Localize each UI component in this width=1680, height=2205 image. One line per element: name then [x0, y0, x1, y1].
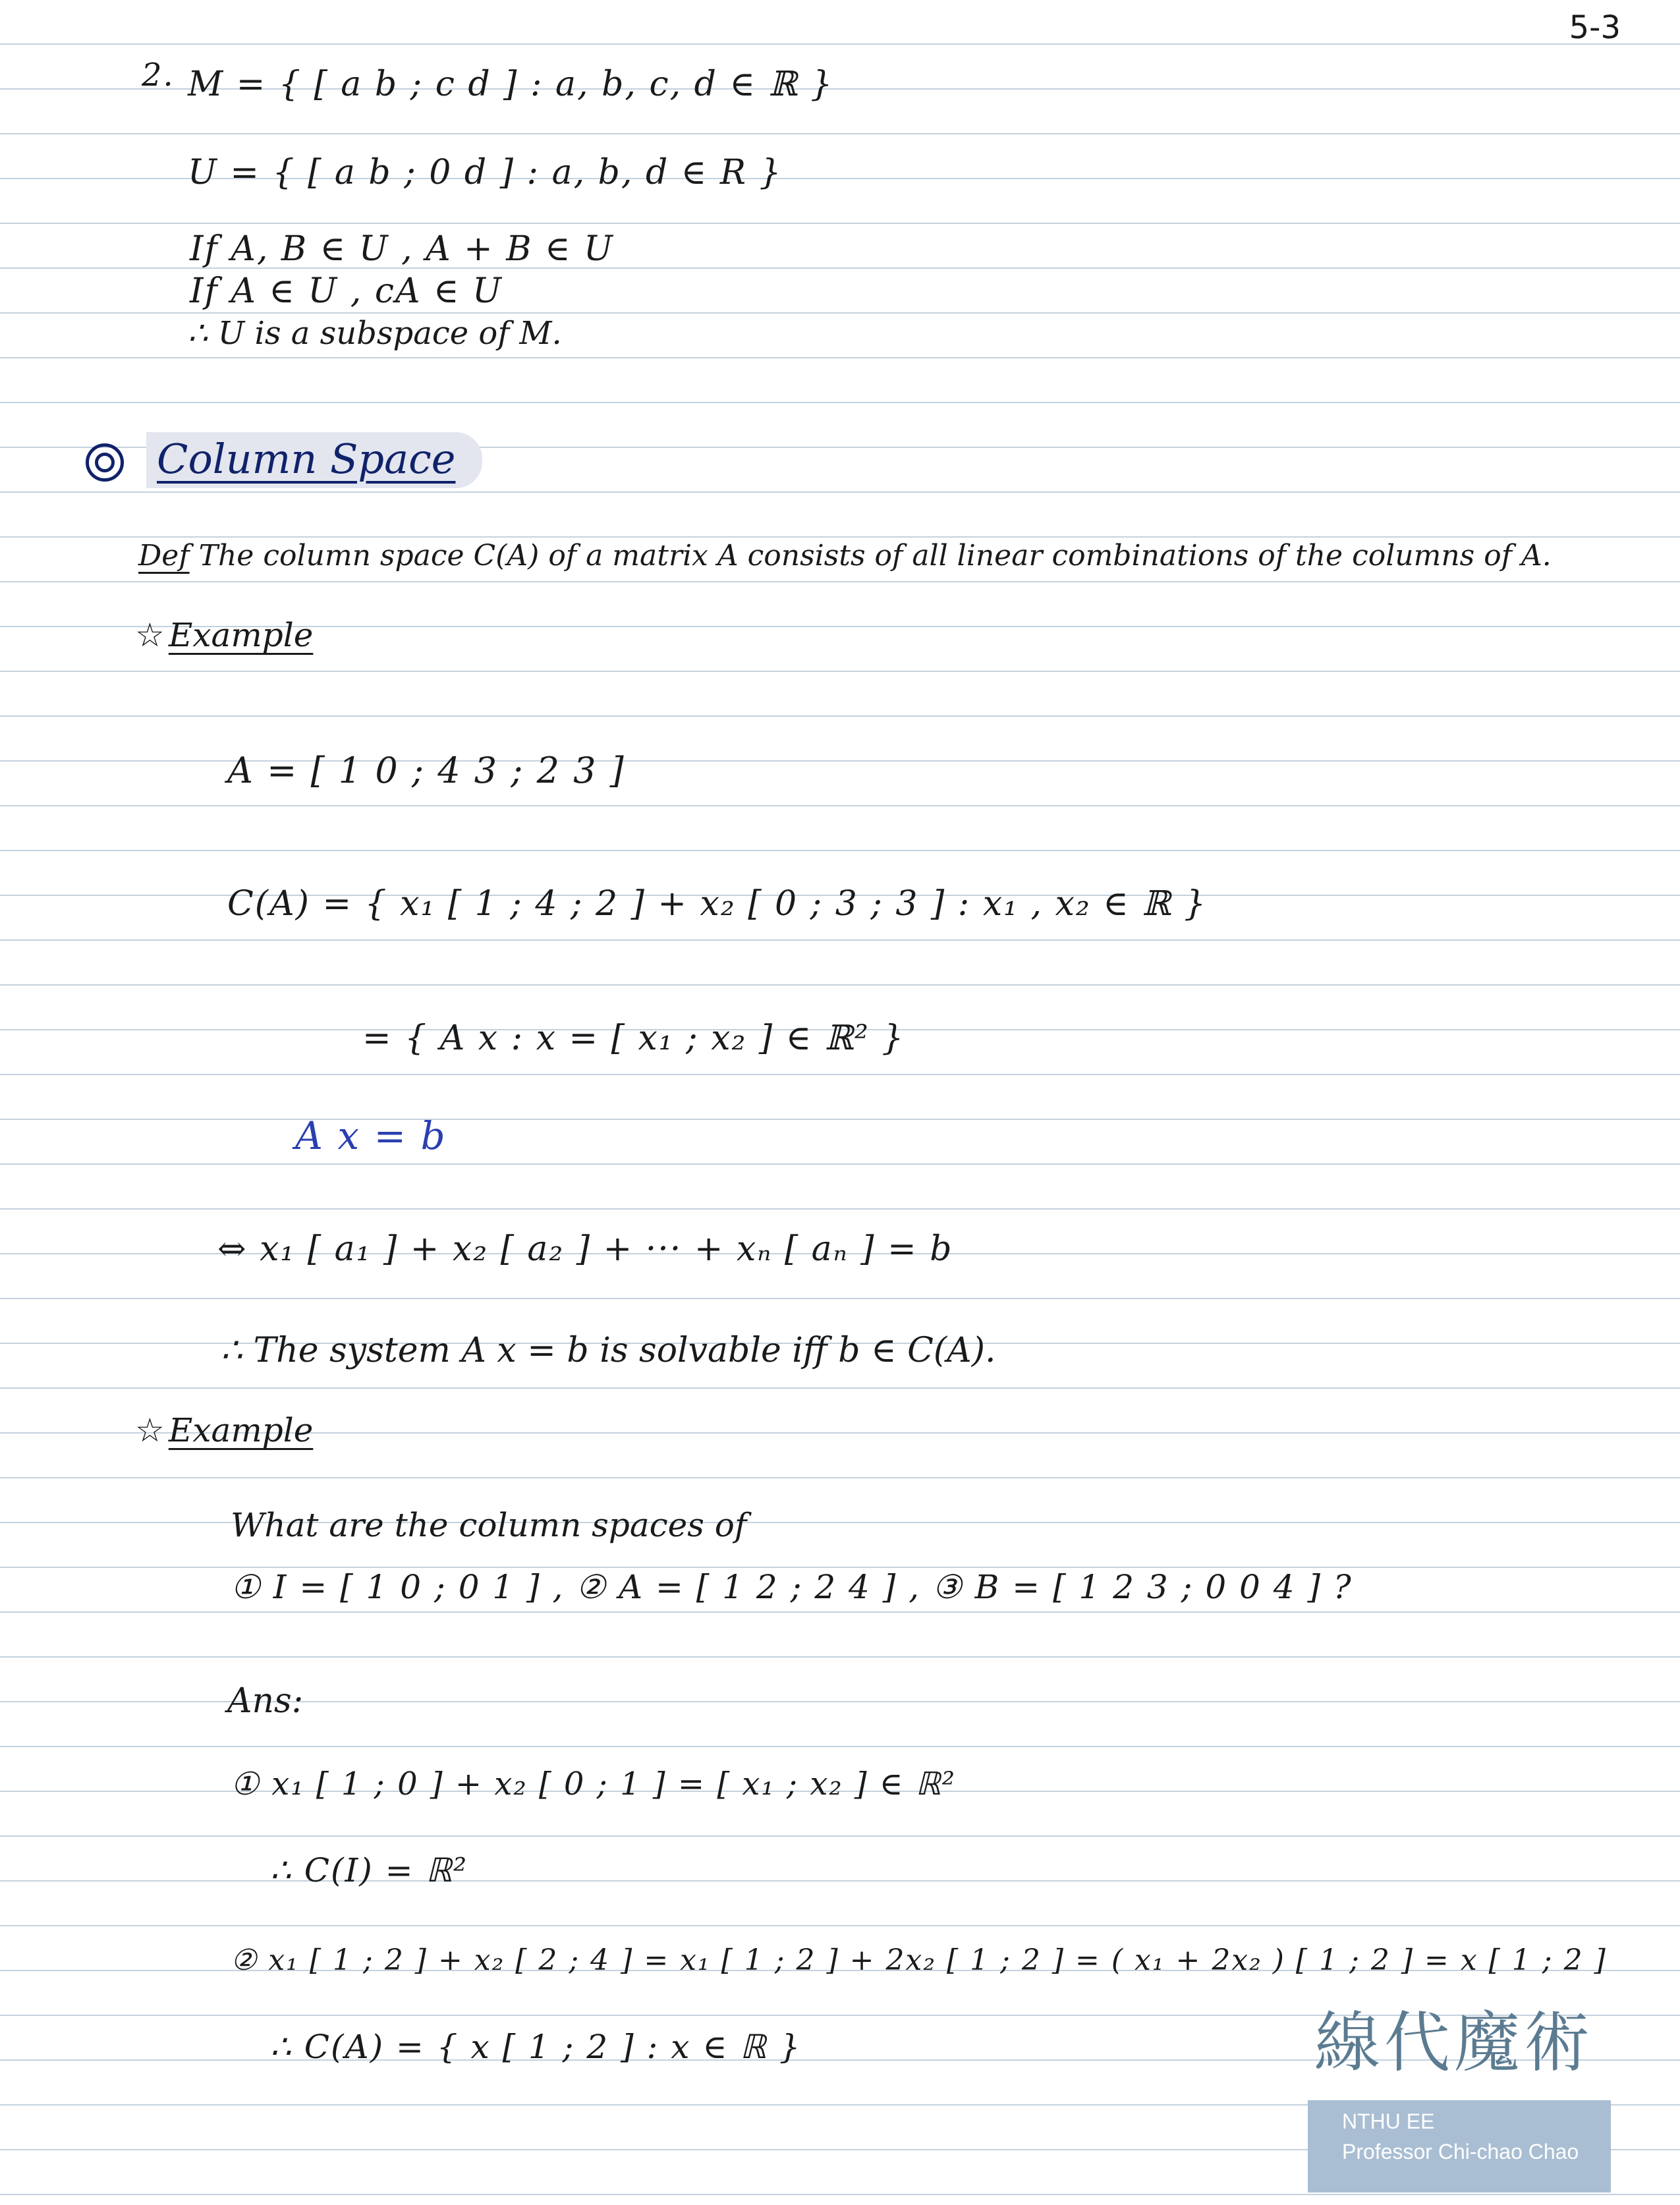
answer-label: Ans: — [227, 1681, 304, 1721]
example2-matrices: ① I = [ 1 0 ; 0 1 ] , ② A = [ 1 2 ; 2 4 ] , ③ B = [ 1 2 3 ; 0 0 4 ] ? — [231, 1568, 1353, 1606]
star-icon: ☆ — [135, 616, 165, 654]
answer2-combination: ② x₁ [ 1 ; 2 ] + x₂ [ 2 ; 4 ] = x₁ [ 1 ; 2 ] + 2x₂ [ 1 ; 2 ] = ( x₁ + 2x₂ ) [ 1 ; 2 ] = x [ 1 ; 2 ] — [231, 1943, 1607, 1977]
problem-number: 2. — [142, 57, 175, 94]
definition — [138, 539, 1552, 572]
example2-label: Example — [168, 1411, 314, 1449]
example2-question: What are the column spaces of — [231, 1506, 747, 1544]
solvability-conclusion: ∴ The system A x = b is solvable iff b ∈ C(A). — [221, 1331, 996, 1370]
set-U-definition: U = { [ a b ; 0 d ] : a, b, d ∈ R } — [188, 153, 783, 192]
section-heading — [86, 435, 482, 483]
logo-band — [1308, 2100, 1611, 2192]
subspace-conclusion: ∴ U is a subspace of M. — [188, 315, 562, 352]
course-logo — [1308, 1990, 1617, 2194]
example2-heading — [135, 1411, 313, 1449]
closure-addition: If A, B ∈ U , A + B ∈ U — [190, 229, 614, 269]
column-combination-equivalence: ⇔ x₁ [ a₁ ] + x₂ [ a₂ ] + ··· + xₙ [ aₙ ] = b — [217, 1229, 953, 1269]
closure-scalar: If A ∈ U , cA ∈ U — [190, 271, 503, 311]
bullseye-icon — [86, 443, 124, 482]
logo-title: 線代魔術 — [1314, 2004, 1594, 2081]
matrix-A-definition: A = [ 1 0 ; 4 3 ; 2 3 ] — [227, 750, 625, 791]
logo-dept: NTHU EE — [1342, 2109, 1435, 2133]
section-title: Column Space — [146, 432, 482, 488]
column-space-combination: C(A) = { x₁ [ 1 ; 4 ; 2 ] + x₂ [ 0 ; 3 ; 3 ] : x₁ , x₂ ∈ ℝ } — [227, 884, 1208, 924]
answer1-combination: ① x₁ [ 1 ; 0 ] + x₂ [ 0 ; 1 ] = [ x₁ ; x₂ ] ∈ ℝ² — [231, 1766, 956, 1802]
definition-text: The column space C(A) of a matrix A consists of all linear combinations of the columns of A. — [198, 539, 1552, 572]
example1-heading — [135, 616, 313, 654]
equation-Ax-b: A x = b — [295, 1113, 447, 1158]
page-number: 5-3 — [1569, 9, 1621, 46]
example1-label: Example — [168, 616, 314, 654]
definition-label: Def — [138, 539, 190, 572]
answer2-conclusion: ∴ C(A) = { x [ 1 ; 2 ] : x ∈ ℝ } — [270, 2028, 802, 2066]
star-icon: ☆ — [135, 1411, 165, 1449]
column-space-Ax-form: = { A x : x = [ x₁ ; x₂ ] ∈ ℝ² } — [362, 1019, 905, 1058]
logo-professor: Professor Chi-chao Chao — [1342, 2140, 1579, 2163]
set-M-definition: M = { [ a b ; c d ] : a, b, c, d ∈ ℝ } — [188, 65, 834, 104]
answer1-conclusion: ∴ C(I) = ℝ² — [270, 1851, 468, 1889]
